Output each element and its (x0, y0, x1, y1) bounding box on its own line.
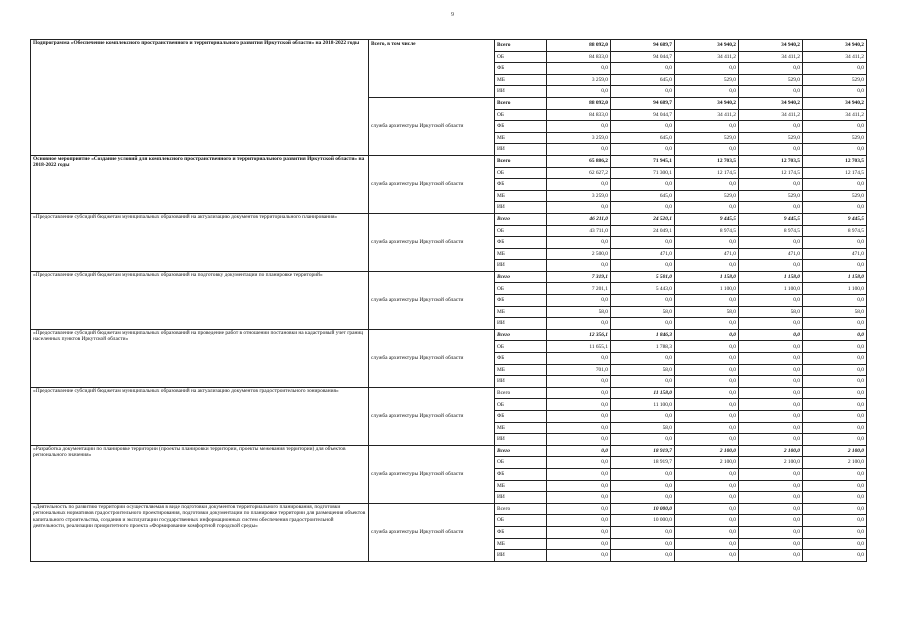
amount-cell: 0,0 (611, 550, 675, 562)
amount-cell: 0,0 (739, 387, 803, 399)
amount-cell: 0,0 (739, 260, 803, 272)
amount-cell: 0,0 (611, 434, 675, 446)
amount-cell: 65 886,2 (547, 155, 611, 167)
amount-cell: 2 100,0 (675, 445, 739, 457)
amount-cell: 2 100,0 (803, 457, 867, 469)
amount-cell: 94 044,7 (611, 51, 675, 63)
amount-cell: 0,0 (675, 260, 739, 272)
amount-cell: 701,0 (547, 364, 611, 376)
amount-cell: 12 356,1 (547, 329, 611, 341)
amount-cell: 0,0 (547, 492, 611, 504)
amount-cell: 71 945,1 (611, 155, 675, 167)
amount-cell: 24 049,1 (611, 225, 675, 237)
amount-cell: 0,0 (739, 144, 803, 156)
amount-cell: 0,0 (803, 468, 867, 480)
table-row (31, 213, 867, 225)
funding-source: МБ (495, 190, 547, 202)
program-name: Подпрограмма «Обеспечение комплексного пространственного и территориального развития Иркутской области» на 2018-2022 годы (31, 40, 369, 156)
amount-cell: 0,0 (675, 434, 739, 446)
amount-cell: 0,0 (675, 480, 739, 492)
amount-cell: 0,0 (739, 503, 803, 515)
amount-cell: 0,0 (675, 121, 739, 133)
amount-cell: 0,0 (675, 86, 739, 98)
amount-cell: 645,0 (611, 74, 675, 86)
amount-cell: 0,0 (675, 329, 739, 341)
amount-cell: 9 445,5 (675, 213, 739, 225)
funding-source: ОБ (495, 109, 547, 121)
amount-cell: 8 974,5 (739, 225, 803, 237)
amount-cell: 0,0 (803, 376, 867, 388)
amount-cell: 0,0 (675, 387, 739, 399)
amount-cell: 5 443,0 (611, 283, 675, 295)
budget-table (30, 39, 867, 562)
amount-cell: 0,0 (547, 376, 611, 388)
amount-cell: 34 411,2 (739, 51, 803, 63)
amount-cell: 0,0 (739, 318, 803, 330)
amount-cell: 0,0 (547, 144, 611, 156)
amount-cell: 0,0 (675, 503, 739, 515)
amount-cell: 1 100,0 (675, 283, 739, 295)
amount-cell: 2 500,0 (547, 248, 611, 260)
table-row (31, 40, 867, 52)
funding-source: МБ (495, 132, 547, 144)
amount-cell: 8 974,5 (803, 225, 867, 237)
amount-cell: 0,0 (547, 480, 611, 492)
amount-cell: 11 100,0 (611, 399, 675, 411)
funding-source: ИИ (495, 260, 547, 272)
amount-cell: 0,0 (675, 237, 739, 249)
funding-source: ФБ (495, 353, 547, 365)
amount-cell: 0,0 (803, 86, 867, 98)
amount-cell: 0,0 (611, 468, 675, 480)
amount-cell: 0,0 (547, 434, 611, 446)
amount-cell: 34 940,2 (739, 97, 803, 109)
amount-cell: 0,0 (675, 318, 739, 330)
amount-cell: 0,0 (675, 468, 739, 480)
amount-cell: 1 788,3 (611, 341, 675, 353)
amount-cell: 34 940,2 (803, 97, 867, 109)
amount-cell: 34 411,2 (675, 109, 739, 121)
amount-cell: 0,0 (547, 387, 611, 399)
amount-cell: 0,0 (803, 411, 867, 423)
amount-cell: 1 846,3 (611, 329, 675, 341)
funding-source: ФБ (495, 121, 547, 133)
executor-name: служба архитектуры Иркутской области (369, 329, 495, 387)
amount-cell: 1 100,0 (739, 283, 803, 295)
funding-source: ИИ (495, 434, 547, 446)
amount-cell: 0,0 (611, 86, 675, 98)
amount-cell: 0,0 (611, 353, 675, 365)
amount-cell: 12 703,5 (803, 155, 867, 167)
amount-cell: 0,0 (803, 353, 867, 365)
amount-cell: 0,0 (611, 538, 675, 550)
amount-cell: 0,0 (547, 295, 611, 307)
amount-cell: 3 259,0 (547, 190, 611, 202)
amount-cell: 34 940,2 (675, 97, 739, 109)
amount-cell: 0,0 (675, 364, 739, 376)
executor-name: служба архитектуры Иркутской области (369, 503, 495, 561)
funding-source: ОБ (495, 515, 547, 527)
program-name: Основное мероприятие «Создание условий для комплексного пространственного и территориального развития Иркутской области» на 2018-2022 годы (31, 155, 369, 213)
amount-cell: 0,0 (803, 318, 867, 330)
amount-cell: 0,0 (675, 515, 739, 527)
amount-cell: 0,0 (675, 341, 739, 353)
executor-name: служба архитектуры Иркутской области (369, 97, 495, 155)
amount-cell: 0,0 (547, 503, 611, 515)
amount-cell: 0,0 (803, 63, 867, 75)
amount-cell: 0,0 (675, 399, 739, 411)
amount-cell: 12 174,5 (675, 167, 739, 179)
funding-source: ФБ (495, 237, 547, 249)
amount-cell: 3 259,0 (547, 132, 611, 144)
amount-cell: 0,0 (739, 411, 803, 423)
amount-cell: 0,0 (803, 515, 867, 527)
amount-cell: 529,0 (675, 132, 739, 144)
amount-cell: 0,0 (547, 318, 611, 330)
executor-name: служба архитектуры Иркутской области (369, 213, 495, 271)
executor-name: служба архитектуры Иркутской области (369, 387, 495, 445)
program-name: «Предоставление субсидий бюджетам муниципальных образований на проведение работ в отношении постановки на кадастровый учет границ населенных пунктов Иркутской области» (31, 329, 369, 387)
executor-name: служба архитектуры Иркутской области (369, 155, 495, 213)
amount-cell: 84 833,0 (547, 109, 611, 121)
amount-cell: 3 259,0 (547, 74, 611, 86)
amount-cell: 12 174,5 (803, 167, 867, 179)
funding-source: ОБ (495, 283, 547, 295)
amount-cell: 0,0 (547, 457, 611, 469)
program-name: «Разработка документации по планировке территории (проекты планировки территории, проекты межевания территории) для объектов регионального значения» (31, 445, 369, 503)
funding-source: Всего (495, 155, 547, 167)
amount-cell: 0,0 (611, 492, 675, 504)
amount-cell: 645,0 (611, 132, 675, 144)
amount-cell: 0,0 (675, 202, 739, 214)
funding-source: ОБ (495, 167, 547, 179)
amount-cell: 0,0 (803, 341, 867, 353)
amount-cell: 0,0 (739, 202, 803, 214)
amount-cell: 529,0 (803, 132, 867, 144)
amount-cell: 0,0 (739, 538, 803, 550)
amount-cell: 0,0 (675, 376, 739, 388)
amount-cell: 0,0 (547, 121, 611, 133)
amount-cell: 24 520,1 (611, 213, 675, 225)
amount-cell: 9 445,5 (803, 213, 867, 225)
amount-cell: 0,0 (803, 422, 867, 434)
amount-cell: 0,0 (675, 295, 739, 307)
amount-cell: 34 940,2 (803, 40, 867, 52)
amount-cell: 0,0 (803, 434, 867, 446)
amount-cell: 58,0 (611, 306, 675, 318)
amount-cell: 0,0 (739, 526, 803, 538)
funding-source: ОБ (495, 457, 547, 469)
amount-cell: 529,0 (739, 74, 803, 86)
funding-source: ФБ (495, 295, 547, 307)
amount-cell: 9 445,5 (739, 213, 803, 225)
funding-source: ФБ (495, 179, 547, 191)
amount-cell: 2 100,0 (675, 457, 739, 469)
funding-source: Всего (495, 213, 547, 225)
funding-source: МБ (495, 480, 547, 492)
amount-cell: 71 300,1 (611, 167, 675, 179)
amount-cell: 12 703,5 (739, 155, 803, 167)
funding-source: МБ (495, 538, 547, 550)
amount-cell: 0,0 (739, 353, 803, 365)
amount-cell: 0,0 (611, 179, 675, 191)
amount-cell: 0,0 (547, 179, 611, 191)
funding-source: Всего (495, 97, 547, 109)
funding-source: МБ (495, 364, 547, 376)
amount-cell: 0,0 (547, 399, 611, 411)
amount-cell: 34 411,2 (803, 109, 867, 121)
funding-source: МБ (495, 74, 547, 86)
funding-source: ОБ (495, 341, 547, 353)
amount-cell: 58,0 (611, 422, 675, 434)
amount-cell: 0,0 (803, 202, 867, 214)
amount-cell: 0,0 (803, 179, 867, 191)
amount-cell: 0,0 (803, 550, 867, 562)
amount-cell: 94 689,7 (611, 97, 675, 109)
executor-name: служба архитектуры Иркутской области (369, 271, 495, 329)
amount-cell: 0,0 (739, 492, 803, 504)
amount-cell: 8 974,5 (675, 225, 739, 237)
amount-cell: 0,0 (803, 260, 867, 272)
amount-cell: 5 501,0 (611, 271, 675, 283)
amount-cell: 529,0 (803, 74, 867, 86)
amount-cell: 0,0 (803, 364, 867, 376)
amount-cell: 0,0 (803, 387, 867, 399)
amount-cell: 0,0 (675, 144, 739, 156)
amount-cell: 10 000,0 (611, 503, 675, 515)
amount-cell: 34 940,2 (739, 40, 803, 52)
funding-source: ИИ (495, 550, 547, 562)
amount-cell: 0,0 (803, 295, 867, 307)
amount-cell: 0,0 (611, 144, 675, 156)
executor-name: Всего, в том числе (369, 40, 495, 98)
funding-source: Всего (495, 329, 547, 341)
amount-cell: 0,0 (739, 468, 803, 480)
amount-cell: 0,0 (547, 445, 611, 457)
amount-cell: 0,0 (803, 144, 867, 156)
amount-cell: 0,0 (611, 260, 675, 272)
amount-cell: 529,0 (739, 132, 803, 144)
table-row (31, 155, 867, 167)
amount-cell: 11 158,0 (611, 387, 675, 399)
amount-cell: 58,0 (611, 364, 675, 376)
amount-cell: 0,0 (611, 121, 675, 133)
amount-cell: 88 092,0 (547, 97, 611, 109)
amount-cell: 0,0 (675, 550, 739, 562)
amount-cell: 58,0 (547, 306, 611, 318)
amount-cell: 58,0 (739, 306, 803, 318)
amount-cell: 0,0 (547, 353, 611, 365)
amount-cell: 0,0 (739, 399, 803, 411)
program-name: «Предоставление субсидий бюджетам муниципальных образований на актуализацию документов градостроительного зонирования» (31, 387, 369, 445)
amount-cell: 0,0 (675, 422, 739, 434)
amount-cell: 12 703,5 (675, 155, 739, 167)
amount-cell: 1 158,0 (803, 271, 867, 283)
funding-source: Всего (495, 40, 547, 52)
amount-cell: 0,0 (803, 329, 867, 341)
funding-source: ИИ (495, 86, 547, 98)
amount-cell: 84 833,0 (547, 51, 611, 63)
amount-cell: 471,0 (739, 248, 803, 260)
amount-cell: 0,0 (803, 237, 867, 249)
funding-source: МБ (495, 422, 547, 434)
amount-cell: 0,0 (547, 86, 611, 98)
program-name: «Предоставление субсидий бюджетам муниципальных образований на подготовку документации по планировке территорий» (31, 271, 369, 329)
funding-source: МБ (495, 248, 547, 260)
amount-cell: 0,0 (547, 538, 611, 550)
funding-source: Всего (495, 503, 547, 515)
amount-cell: 0,0 (675, 411, 739, 423)
amount-cell: 471,0 (803, 248, 867, 260)
amount-cell: 2 100,0 (803, 445, 867, 457)
amount-cell: 0,0 (611, 63, 675, 75)
amount-cell: 0,0 (739, 86, 803, 98)
amount-cell: 0,0 (803, 538, 867, 550)
amount-cell: 0,0 (739, 480, 803, 492)
amount-cell: 0,0 (739, 515, 803, 527)
amount-cell: 58,0 (675, 306, 739, 318)
amount-cell: 0,0 (611, 376, 675, 388)
executor-name: служба архитектуры Иркутской области (369, 445, 495, 503)
amount-cell: 0,0 (803, 480, 867, 492)
amount-cell: 0,0 (675, 492, 739, 504)
table-row (31, 329, 867, 341)
amount-cell: 7 319,1 (547, 271, 611, 283)
amount-cell: 12 174,5 (739, 167, 803, 179)
amount-cell: 2 100,0 (739, 445, 803, 457)
funding-source: ИИ (495, 202, 547, 214)
amount-cell: 0,0 (739, 364, 803, 376)
amount-cell: 0,0 (547, 515, 611, 527)
amount-cell: 94 689,7 (611, 40, 675, 52)
amount-cell: 0,0 (675, 526, 739, 538)
amount-cell: 0,0 (739, 179, 803, 191)
table-body (31, 40, 867, 562)
funding-source: Всего (495, 387, 547, 399)
amount-cell: 0,0 (675, 63, 739, 75)
amount-cell: 0,0 (803, 492, 867, 504)
program-name: «Деятельность по развитию территории осуществляемая в виде подготовки документов территориального планирования, подготовки региональных нормативов градостроительного проектирования, подготовки документации по планировке территории для размещения объектов капитального строительства, создания и эксплуатации государственных информационных систем обеспечения градостроительной деятельности, реализации приоритетного проекта «Формирование комфортной городской среды» (31, 503, 369, 561)
amount-cell: 0,0 (547, 237, 611, 249)
amount-cell: 0,0 (547, 202, 611, 214)
funding-source: ИИ (495, 376, 547, 388)
table-row (31, 387, 867, 399)
funding-source: ИИ (495, 318, 547, 330)
amount-cell: 34 411,2 (675, 51, 739, 63)
amount-cell: 0,0 (611, 237, 675, 249)
amount-cell: 0,0 (547, 63, 611, 75)
amount-cell: 34 411,2 (803, 51, 867, 63)
amount-cell: 529,0 (675, 190, 739, 202)
amount-cell: 0,0 (611, 318, 675, 330)
funding-source: ФБ (495, 411, 547, 423)
amount-cell: 7 201,1 (547, 283, 611, 295)
amount-cell: 62 627,2 (547, 167, 611, 179)
amount-cell: 0,0 (675, 353, 739, 365)
amount-cell: 0,0 (675, 538, 739, 550)
amount-cell: 0,0 (611, 480, 675, 492)
amount-cell: 1 158,0 (739, 271, 803, 283)
amount-cell: 0,0 (547, 260, 611, 272)
amount-cell: 88 092,0 (547, 40, 611, 52)
amount-cell: 0,0 (803, 121, 867, 133)
amount-cell: 0,0 (739, 550, 803, 562)
amount-cell: 0,0 (547, 411, 611, 423)
table-row (31, 271, 867, 283)
amount-cell: 10 000,0 (611, 515, 675, 527)
amount-cell: 0,0 (739, 329, 803, 341)
amount-cell: 0,0 (547, 422, 611, 434)
funding-source: ОБ (495, 51, 547, 63)
amount-cell: 0,0 (739, 121, 803, 133)
amount-cell: 0,0 (611, 411, 675, 423)
amount-cell: 1 158,0 (675, 271, 739, 283)
table-row (31, 445, 867, 457)
amount-cell: 0,0 (547, 526, 611, 538)
amount-cell: 58,0 (803, 306, 867, 318)
amount-cell: 18 919,7 (611, 457, 675, 469)
amount-cell: 0,0 (547, 468, 611, 480)
amount-cell: 0,0 (803, 399, 867, 411)
page-number: 9 (451, 12, 454, 18)
funding-source: ФБ (495, 468, 547, 480)
amount-cell: 0,0 (739, 237, 803, 249)
amount-cell: 0,0 (803, 526, 867, 538)
funding-source: ФБ (495, 63, 547, 75)
amount-cell: 0,0 (739, 434, 803, 446)
amount-cell: 471,0 (675, 248, 739, 260)
amount-cell: 0,0 (803, 503, 867, 515)
amount-cell: 34 940,2 (675, 40, 739, 52)
amount-cell: 0,0 (675, 179, 739, 191)
amount-cell: 0,0 (739, 295, 803, 307)
funding-source: ИИ (495, 144, 547, 156)
funding-source: ОБ (495, 225, 547, 237)
amount-cell: 0,0 (739, 376, 803, 388)
amount-cell: 18 919,7 (611, 445, 675, 457)
amount-cell: 0,0 (739, 63, 803, 75)
funding-source: МБ (495, 306, 547, 318)
funding-source: ИИ (495, 492, 547, 504)
amount-cell: 471,0 (611, 248, 675, 260)
amount-cell: 11 655,1 (547, 341, 611, 353)
amount-cell: 529,0 (803, 190, 867, 202)
amount-cell: 0,0 (611, 526, 675, 538)
amount-cell: 0,0 (547, 550, 611, 562)
amount-cell: 0,0 (739, 341, 803, 353)
table-row (31, 503, 867, 515)
funding-source: Всего (495, 445, 547, 457)
amount-cell: 43 711,0 (547, 225, 611, 237)
amount-cell: 529,0 (739, 190, 803, 202)
funding-source: ОБ (495, 399, 547, 411)
amount-cell: 2 100,0 (739, 457, 803, 469)
funding-source: Всего (495, 271, 547, 283)
amount-cell: 34 411,2 (739, 109, 803, 121)
amount-cell: 529,0 (675, 74, 739, 86)
amount-cell: 645,0 (611, 190, 675, 202)
amount-cell: 0,0 (611, 202, 675, 214)
funding-source: ФБ (495, 526, 547, 538)
amount-cell: 0,0 (739, 422, 803, 434)
amount-cell: 0,0 (611, 295, 675, 307)
amount-cell: 94 044,7 (611, 109, 675, 121)
amount-cell: 1 100,0 (803, 283, 867, 295)
program-name: «Предоставление субсидий бюджетам муниципальных образований на актуализацию документов территориального планирования» (31, 213, 369, 271)
amount-cell: 46 211,0 (547, 213, 611, 225)
